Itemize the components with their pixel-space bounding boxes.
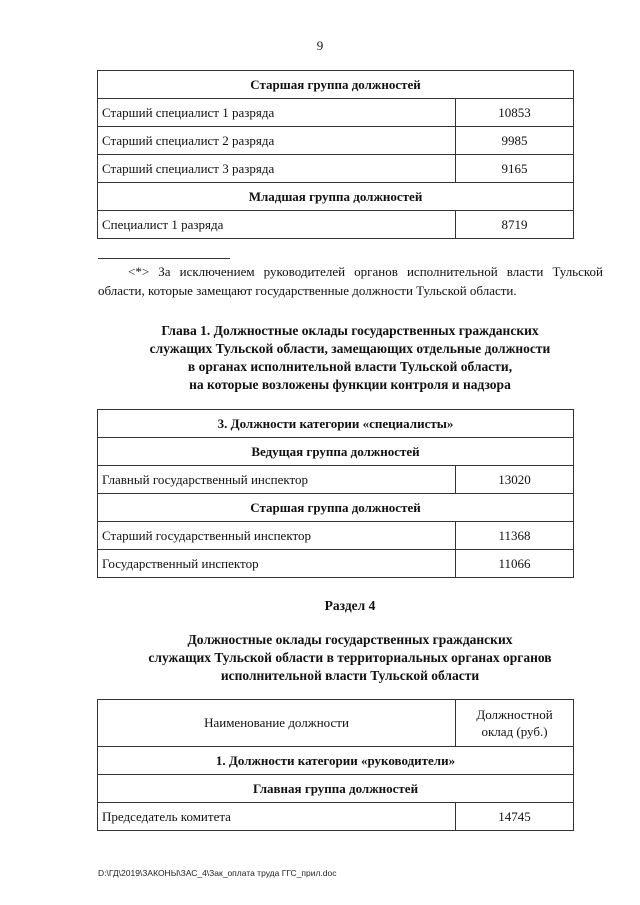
table-row (98, 127, 574, 155)
salary-value: 10853 (456, 99, 574, 127)
chapter-1-heading (96, 322, 604, 394)
column-header-salary (456, 700, 574, 747)
salary-value: 9985 (456, 127, 574, 155)
heading-line: Глава 1. Должностные оклады государственных гражданских (161, 323, 539, 338)
heading-line: служащих Тульской области, замещающих отдельные должности (149, 341, 551, 356)
salary-value: 11368 (456, 522, 574, 550)
salary-value: 9165 (456, 155, 574, 183)
salary-value: 13020 (456, 466, 574, 494)
position-name: Старший государственный инспектор (98, 522, 456, 550)
table-row (98, 775, 574, 803)
table-row (98, 494, 574, 522)
salary-table-1 (97, 70, 574, 239)
position-name: Председатель комитета (98, 803, 456, 831)
table-row (98, 466, 574, 494)
heading-line: на которые возложены функции контроля и надзора (189, 377, 511, 392)
salary-value: 8719 (456, 211, 574, 239)
group-header: Ведущая группа должностей (98, 438, 574, 466)
position-name: Старший специалист 2 разряда (98, 127, 456, 155)
category-header: 1. Должности категории «руководители» (98, 747, 574, 775)
table-header-row (98, 700, 574, 747)
salary-value: 11066 (456, 550, 574, 578)
file-path-footer: D:\ГД\2019\ЗАКОНЫ\ЗАС_4\Зак_оплата труда ГГС_прил.doc (98, 868, 337, 878)
heading-line: служащих Тульской области в территориальных органах органов (148, 650, 552, 665)
salary-table-2 (97, 409, 574, 578)
column-header-position: Наименование должности (98, 700, 456, 747)
group-header: Младшая группа должностей (98, 183, 574, 211)
table-row (98, 522, 574, 550)
group-header: Старшая группа должностей (98, 71, 574, 99)
section-4-heading (96, 631, 604, 685)
table-row (98, 211, 574, 239)
group-header: Главная группа должностей (98, 775, 574, 803)
position-name: Старший специалист 1 разряда (98, 99, 456, 127)
heading-line: Должностные оклады государственных гражданских (187, 632, 513, 647)
position-name: Главный государственный инспектор (98, 466, 456, 494)
category-header: 3. Должности категории «специалисты» (98, 410, 574, 438)
table-row (98, 410, 574, 438)
table-row (98, 71, 574, 99)
position-name: Специалист 1 разряда (98, 211, 456, 239)
table-row (98, 155, 574, 183)
heading-line: исполнительной власти Тульской области (220, 668, 480, 683)
group-header: Старшая группа должностей (98, 494, 574, 522)
table-row (98, 747, 574, 775)
header-line: Должностной (476, 707, 553, 722)
page-number: 9 (316, 38, 324, 53)
table-row (98, 803, 574, 831)
position-name: Старший специалист 3 разряда (98, 155, 456, 183)
section-4-title: Раздел 4 (324, 598, 376, 613)
header-line: оклад (руб.) (481, 724, 548, 739)
salary-table-3 (97, 699, 574, 831)
footnote-divider (98, 258, 230, 259)
heading-line: в органах исполнительной власти Тульской области, (187, 359, 513, 374)
footnote: <*> За исключением руководителей органов исполнительной власти Тульской области, которые замещают государственные должности Тульской области. (98, 264, 603, 298)
table-row (98, 550, 574, 578)
salary-value: 14745 (456, 803, 574, 831)
position-name: Государственный инспектор (98, 550, 456, 578)
table-row (98, 438, 574, 466)
table-row (98, 99, 574, 127)
table-row (98, 183, 574, 211)
